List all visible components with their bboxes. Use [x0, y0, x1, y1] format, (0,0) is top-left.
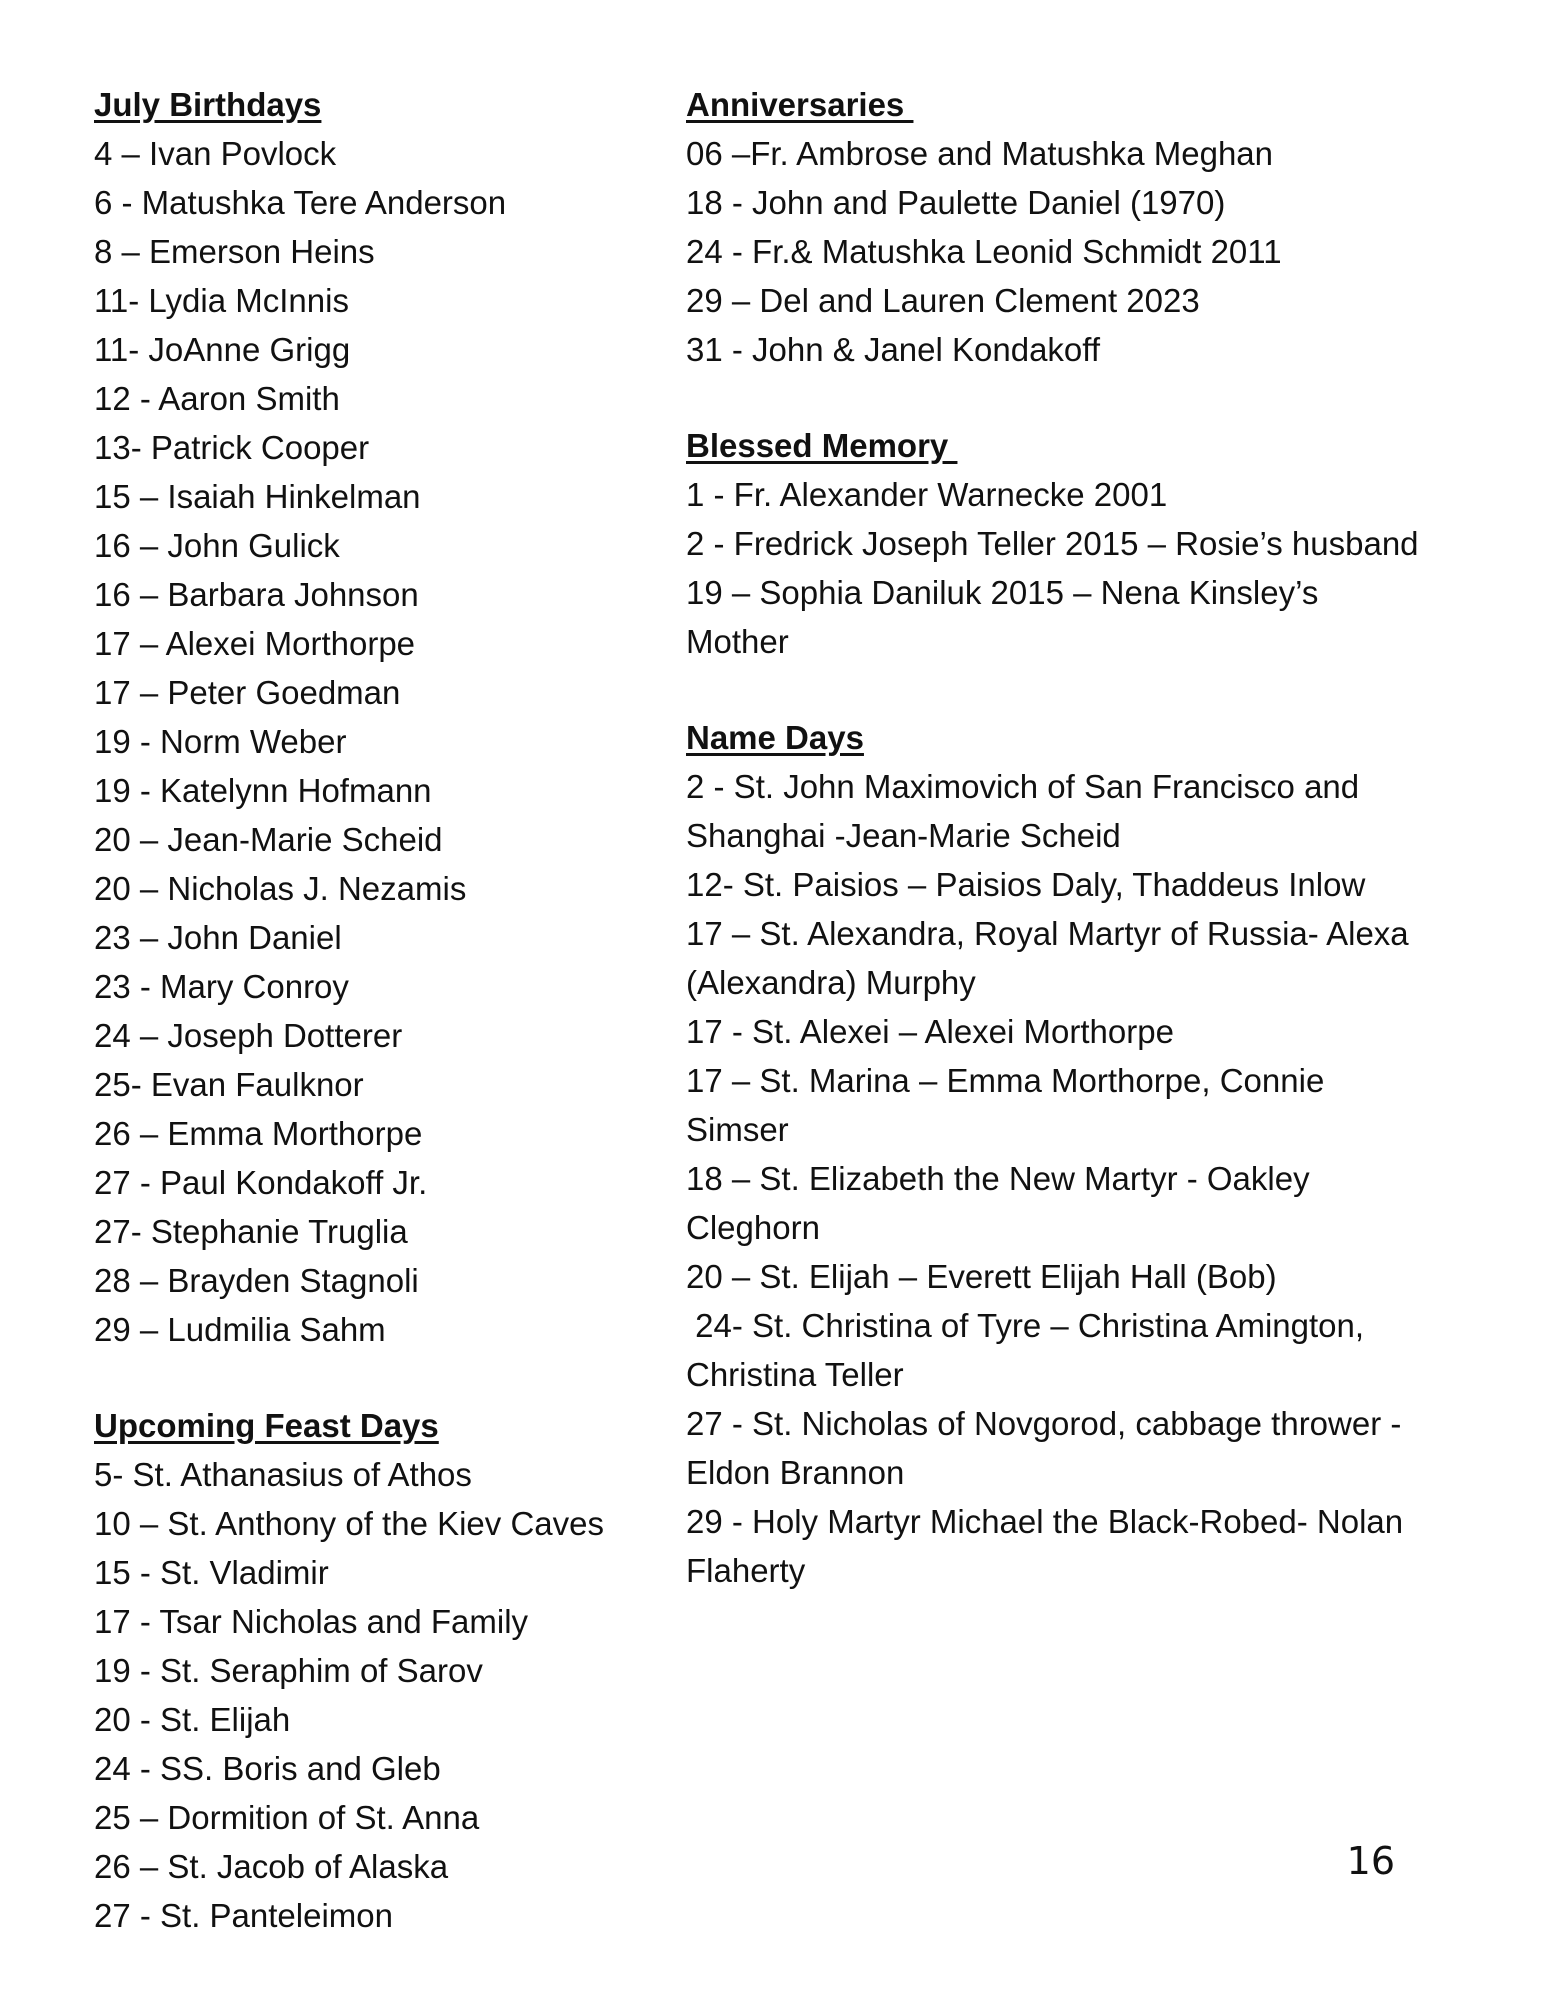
list-item: 5- St. Athanasius of Athos — [94, 1456, 472, 1493]
anniversaries-heading: Anniversaries — [686, 86, 914, 123]
feast-days-heading: Upcoming Feast Days — [94, 1407, 439, 1444]
list-item: 17 – St. Marina – Emma Morthorpe, Connie — [686, 1062, 1325, 1099]
list-item: 20 – Nicholas J. Nezamis — [94, 870, 467, 907]
left-column — [94, 80, 654, 1940]
list-item: 17 – Alexei Morthorpe — [94, 625, 416, 662]
list-item: 25 – Dormition of St. Anna — [94, 1799, 480, 1836]
list-item: 20 – Jean-Marie Scheid — [94, 821, 443, 858]
list-item: 24 - Fr.& Matushka Leonid Schmidt 2011 — [686, 233, 1282, 270]
list-item: 18 - John and Paulette Daniel (1970) — [686, 184, 1226, 221]
list-item: 19 - Katelynn Hofmann — [94, 772, 432, 809]
list-item: 12- St. Paisios – Paisios Daly, Thaddeus Inlow — [686, 866, 1366, 903]
birthdays-list — [94, 129, 654, 1354]
list-item: 16 – John Gulick — [94, 527, 340, 564]
list-item: 12 - Aaron Smith — [94, 380, 340, 417]
blessed-memory-list — [686, 470, 1466, 666]
list-item: 8 – Emerson Heins — [94, 233, 375, 270]
list-item: 27 - St. Panteleimon — [94, 1897, 393, 1934]
list-item: 29 - Holy Martyr Michael the Black-Robed- Nolan — [686, 1503, 1404, 1540]
page-number: 16 — [1346, 1839, 1395, 1883]
list-item: 24- St. Christina of Tyre – Christina Amington, — [686, 1307, 1365, 1344]
list-item: 15 – Isaiah Hinkelman — [94, 478, 421, 515]
list-item: Shanghai -Jean-Marie Scheid — [686, 817, 1121, 854]
list-item: 23 - Mary Conroy — [94, 968, 349, 1005]
list-item: 17 - St. Alexei – Alexei Morthorpe — [686, 1013, 1174, 1050]
list-item: 17 – Peter Goedman — [94, 674, 401, 711]
list-item: 24 – Joseph Dotterer — [94, 1017, 403, 1054]
anniversaries-section — [686, 80, 1466, 374]
blessed-memory-section — [686, 421, 1466, 666]
list-item: 2 - Fredrick Joseph Teller 2015 – Rosie’s husband — [686, 525, 1419, 562]
list-item: 27 - Paul Kondakoff Jr. — [94, 1164, 428, 1201]
list-item: Flaherty — [686, 1552, 806, 1589]
list-item: 26 – St. Jacob of Alaska — [94, 1848, 449, 1885]
list-item: 06 –Fr. Ambrose and Matushka Meghan — [686, 135, 1274, 172]
list-item: 13- Patrick Cooper — [94, 429, 370, 466]
list-item: 2 - St. John Maximovich of San Francisco and — [686, 768, 1360, 805]
list-item: 6 - Matushka Tere Anderson — [94, 184, 507, 221]
list-item: 27- Stephanie Truglia — [94, 1213, 408, 1250]
list-item: 15 - St. Vladimir — [94, 1554, 329, 1591]
name-days-list — [686, 762, 1466, 1595]
feast-days-section — [94, 1401, 654, 1940]
list-item: 11- JoAnne Grigg — [94, 331, 351, 368]
list-item: 17 – St. Alexandra, Royal Martyr of Russia- Alexa — [686, 915, 1409, 952]
list-item: 27 - St. Nicholas of Novgorod, cabbage thrower - — [686, 1405, 1402, 1442]
list-item: 10 – St. Anthony of the Kiev Caves — [94, 1505, 604, 1542]
list-item: 24 - SS. Boris and Gleb — [94, 1750, 441, 1787]
list-item: 17 - Tsar Nicholas and Family — [94, 1603, 529, 1640]
list-item: 26 – Emma Morthorpe — [94, 1115, 423, 1152]
list-item: Eldon Brannon — [686, 1454, 905, 1491]
list-item: 29 – Ludmilia Sahm — [94, 1311, 386, 1348]
list-item: 1 - Fr. Alexander Warnecke 2001 — [686, 476, 1168, 513]
list-item: (Alexandra) Murphy — [686, 964, 976, 1001]
list-item: 4 – Ivan Povlock — [94, 135, 337, 172]
list-item: 20 - St. Elijah — [94, 1701, 291, 1738]
name-days-heading: Name Days — [686, 719, 864, 756]
list-item: 28 – Brayden Stagnoli — [94, 1262, 419, 1299]
birthdays-section — [94, 80, 654, 1354]
list-item: 19 – Sophia Daniluk 2015 – Nena Kinsley’s — [686, 574, 1319, 611]
blessed-memory-heading: Blessed Memory — [686, 427, 958, 464]
list-item: Christina Teller — [686, 1356, 904, 1393]
feast-days-list — [94, 1450, 654, 1940]
list-item: 19 - St. Seraphim of Sarov — [94, 1652, 483, 1689]
anniversaries-list — [686, 129, 1466, 374]
birthdays-heading: July Birthdays — [94, 86, 322, 123]
list-item: Mother — [686, 623, 789, 660]
right-column — [686, 80, 1466, 1595]
list-item: 23 – John Daniel — [94, 919, 342, 956]
list-item: 16 – Barbara Johnson — [94, 576, 419, 613]
list-item: Cleghorn — [686, 1209, 820, 1246]
list-item: 20 – St. Elijah – Everett Elijah Hall (Bob) — [686, 1258, 1277, 1295]
list-item: 11- Lydia McInnis — [94, 282, 349, 319]
list-item: 19 - Norm Weber — [94, 723, 347, 760]
list-item: Simser — [686, 1111, 789, 1148]
name-days-section — [686, 713, 1466, 1595]
list-item: 25- Evan Faulknor — [94, 1066, 364, 1103]
list-item: 18 – St. Elizabeth the New Martyr - Oakley — [686, 1160, 1310, 1197]
list-item: 31 - John & Janel Kondakoff — [686, 331, 1101, 368]
list-item: 29 – Del and Lauren Clement 2023 — [686, 282, 1200, 319]
